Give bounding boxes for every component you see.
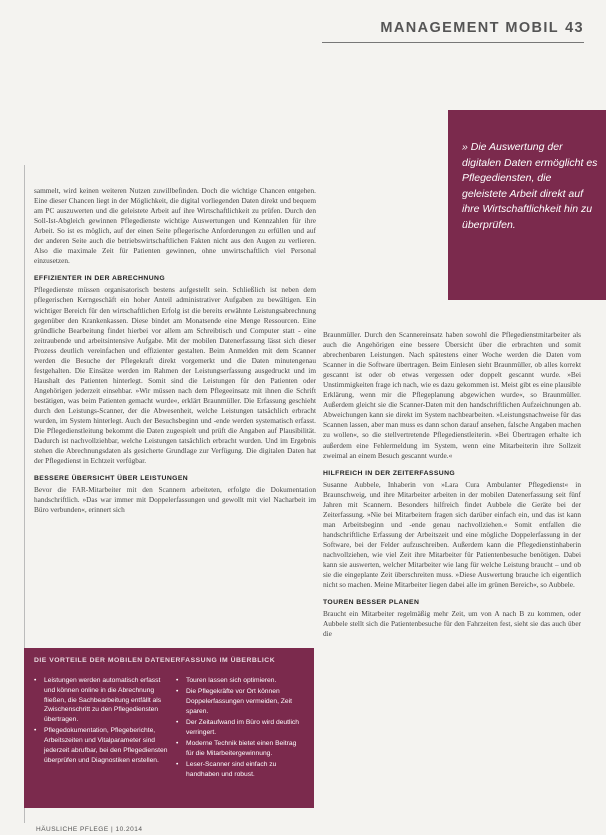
- advantage-item: • Leistungen werden automatisch erfasst und können online in die Abrechnung fließen, die Sachbearbeitung entfällt als Zwischenschritt zu den Pflegediensten übertragen.: [34, 676, 168, 725]
- pull-quote-box: [448, 110, 606, 300]
- subheading-zeiterfassung: HILFREICH IN DER ZEITERFASSUNG: [323, 469, 456, 477]
- page-footer: HÄUSLICHE PFLEGE | 10.2014: [36, 826, 143, 833]
- article-column-left: [34, 186, 316, 515]
- advantage-item: • Moderne Technik bietet einen Beitrag für die Mitarbeitergewinnung.: [176, 739, 304, 759]
- advantage-item: • Touren lassen sich optimieren.: [176, 676, 304, 686]
- paragraph-braunmueller: Braunmüller. Durch den Scannereinsatz haben sowohl die Pflegedienstmitarbeiter als auch die Angehörigen eine bessere Übersicht über die erbrachten und somit abrechenbaren Leistungen. Nach spätestens einer Woche werden die Daten vom Scanner in die Software übertragen. Beim Einlesen sieht Braunmüller, ob alles korrekt gescannt ist oder ob etwas vergessen oder doppelt gescannt wurde. »Bei Unstimmigkeiten frage ich nach, wie es dazu gekommen ist. Meist gibt es eine plausible Erklärung, wenn mir die Pflegeplanung abgewichen wurde«, so Braunmüller. Außerdem gleicht sie die Scanner-Daten mit den handschriftlichen Aufzeichnungen ab. Abweichungen kann sie direkt im System nachbearbeiten. »Leistungsnachweise für das Scannen lassen, aber man muss es dann schon darauf ansehen, falsche Angaben machen zu wollen«, so die stellvertretende Pflegedienstleiterin. »Bei Übertragen erhalte ich außerdem eine Fehlermeldung im System, wenn eine Mitarbeiterin ihre Sollzeit zweimal an einem Besuch gescannt wurde.«: [323, 330, 581, 460]
- advantage-item: • Pflegedokumentation, Pflegeberichte, Arbeitszeiten und Vitalparameter sind jederzeit abrufbar, bei den Pflegediensten überprüfen und Diagnostiken erstellen.: [34, 726, 168, 765]
- article-column-right: [323, 330, 581, 639]
- subheading-abrechnung: EFFIZIENTER IN DER ABRECHNUNG: [34, 275, 166, 283]
- advantages-box-title: DIE VORTEILE DER MOBILEN DATENERFASSUNG IM ÜBERBLICK: [34, 657, 276, 664]
- page-header: [380, 20, 584, 36]
- paragraph-abrechnung: Pflegedienste müssen organisatorisch bestens aufgestellt sein. Schließlich ist neben dem pflegerischen Kerngeschäft ein hoher Anteil administrativer Aufgaben zu bewältigen. Ein wichtiger Bereich für den wirtschaftlichen Erfolg ist die bereits erwähnte Leistungsabrechnung gegenüber den Krankenkassen. Diese bindet am Monatsende eine Menge Ressourcen. Eine gründliche Bearbeitung findet hierbei vor allem am Schreibtisch und Computer statt - eine zeitraubende und arbeitsintensive Aufgabe. Mit der mobilen Datenerfassung lässt sich dieser Prozess deutlich vereinfachen und effizienter gestalten. Beim Anmelden mit dem Scanner werden die Besuche der Pflegekraft direkt vorgemerkt und die Daten minutengenau festgehalten. Die Einsätze werden im Rahmen der Leistungserfassung ausgedruckt und im Haushalt des Patienten hinterlegt. Somit sind die Leistungen für den Patienten oder Angehörigen jederzeit einsehbar. »Wir müssen nach dem Pflegeeinsatz mit ihnen die Schrift bestätigen, was beim Patienten gemacht wurde«, erklärt Braunmüller. Die Erfassung geschieht durch den Leistungs-Scanner, der die Abwesenheit, welche Leistungen tatsächlich erbracht wurden, im System hinterlegt. Auch der Besuchsbeginn und -ende werden systematisch erfasst. Die Pflegedienstleitung bekommt die Daten zugespielt und prüft die Angaben auf Plausibilität. Dadurch ist nachvollziehbar, welche Leistungen tatsächlich erbracht wurden. Und im Ergebnis stehen die Abrechnungsdaten als gesicherte Grundlage zur Verfügung. Die digitalen Daten hat der Pflegedienst in Echtzeit verfügbar.: [34, 285, 316, 466]
- advantage-item: • Der Zeitaufwand im Büro wird deutlich verringert.: [176, 718, 304, 738]
- intro-paragraph: sammelt, wird keinen weiteren Nutzen zuwillbefinden. Doch die wichtige Chancen entgehen. Eine dieser Chancen liegt in der Möglichkeit, die digital vorliegenden Daten direkt und bequem am PC auszuwerten und die geleistete Arbeit auf ihre Wirtschaftlichkeit zu prüfen. Durch den Soll-Ist-Abgleich gewinnen Pflegedienste wichtige Auswertungen und Kennzahlen für ihre Arbeit. So ist es möglich, auf der einen Seite pflegerische Anforderungen zu erfüllen und auf der anderen Seite auch die betriebswirtschaftlichen Fakten nicht aus den Augen zu verlieren. Also die maximale Zeit für Patienten gewinnen, ohne unwirtschaftlich viel Personal einzusetzen.: [34, 186, 316, 266]
- paragraph-touren: Braucht ein Mitarbeiter regelmäßig mehr Zeit, um von A nach B zu kommen, oder Aubbele stellt sich die Patientenbesuche für den Fahrzeiten fest, sieht sie das auch über die: [323, 609, 581, 639]
- advantages-list-right: [176, 676, 304, 781]
- paragraph-uebersicht: Bevor die FAR-Mitarbeiter mit den Scannern arbeiteten, erfolgte die Dokumentation handschriftlich. »Das war immer mit Doppelerfassungen und gewollt mit viel Nacharbeit im Büro verbunden«, erinnert sich: [34, 485, 316, 515]
- page-number: 43: [565, 20, 584, 36]
- subheading-uebersicht: BESSERE ÜBERSICHT ÜBER LEISTUNGEN: [34, 475, 189, 483]
- advantages-box: [24, 648, 314, 808]
- advantage-item: • Leser-Scanner sind einfach zu handhaben und robust.: [176, 760, 304, 780]
- paragraph-zeiterfassung: Susanne Aubbele, Inhaberin von »Lara Cura Ambulanter Pflegedienst« in Braunschweig, und ihre Mitarbeiter arbeiten in der mobilen Datenerfassung seit fünf Jahren mit Scannern. Besonders hilfreich findet Aubbele die Geräte bei der Zeiterfassung. »Nie bei Mitarbeitern fragen sich darüber einfach ein, und das ist kann man Arbeitsbeginn und -ende genau nachvollziehen.« Somit entfallen die handschriftliche Erfassung der Arbeitszeit und eine mögliche Doppelerfassung in der Software, bei der Felder aufzuschreiben. Außerdem kann die Pflegedienstinhaberin nachvollziehen, wie viel Zeit ihre Mitarbeiter für Patientenbesuche benötigen. Dabei kann sie auswerten, welcher Mitarbeiter wie lang für welche Leistung braucht – und ob sie die eingeplante Zeit überschreiten muss. »Diese Auswertung brauche ich eigentlich nicht so machen. Meine Mitarbeiter liegen dabei alle im grünen Bereich«, so Aubbele.: [323, 479, 581, 590]
- header-divider: [322, 42, 584, 43]
- advantages-list-left: [34, 676, 168, 767]
- subheading-touren: TOUREN BESSER PLANEN: [323, 599, 420, 607]
- pull-quote-text: » Die Auswertung der digitalen Daten ermöglicht es Pflegediensten, die geleistete Arbeit direkt auf ihre Wirtschaftlichkeit hin zu überprüfen.: [462, 141, 598, 231]
- section-title: MANAGEMENT MOBIL: [380, 20, 560, 36]
- advantage-item: • Die Pflegekräfte vor Ort können Doppelerfassungen vermeiden, Zeit sparen.: [176, 687, 304, 716]
